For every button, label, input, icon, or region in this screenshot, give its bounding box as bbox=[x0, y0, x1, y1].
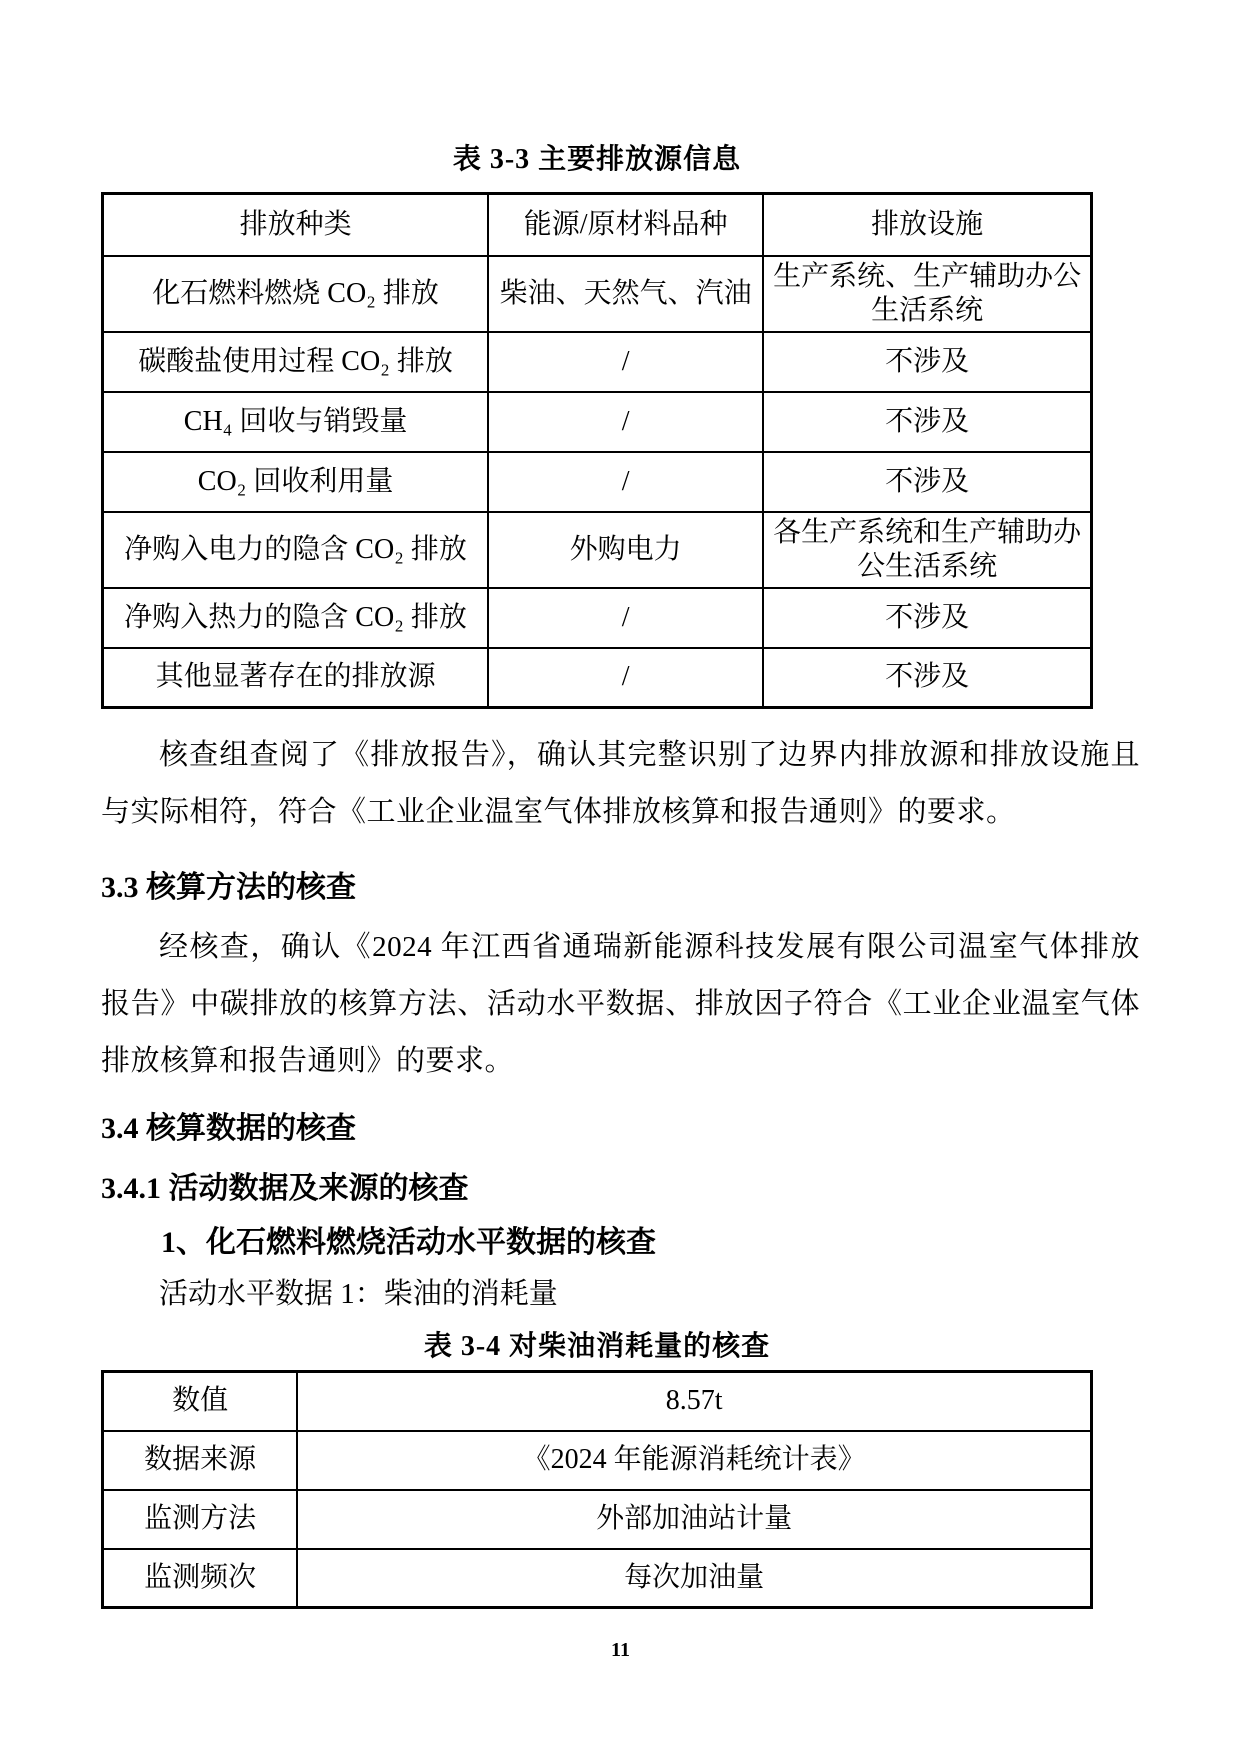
table-cell: CH₄ 回收与销毁量 bbox=[103, 392, 489, 452]
table-3-4-title: 表 3-4 对柴油消耗量的核查 bbox=[423, 1331, 771, 1362]
table-cell: 生产系统、生产辅助办公生活系统 bbox=[763, 256, 1091, 332]
table-cell: 不涉及 bbox=[763, 648, 1091, 708]
table-cell: / bbox=[488, 588, 763, 648]
table-cell: 不涉及 bbox=[763, 588, 1091, 648]
paragraph-method-verification: 经核查，确认《2024 年江西省通瑞新能源科技发展有限公司温室气体排放报告》中碳排放的核算方法、活动水平数据、排放因子符合《工业企业温室气体排放核算和报告通则》的要求。 bbox=[101, 931, 1140, 1077]
table-row bbox=[103, 452, 1092, 512]
row-label: 监测频次 bbox=[103, 1549, 298, 1608]
table-row bbox=[103, 1431, 1092, 1490]
table-cell: 碳酸盐使用过程 CO₂ 排放 bbox=[103, 332, 489, 392]
header-cell-energy-material: 能源/原材料品种 bbox=[488, 194, 763, 256]
row-value: 8.57t bbox=[297, 1372, 1091, 1431]
diesel-consumption-table bbox=[101, 1370, 1093, 1609]
row-value: 每次加油量 bbox=[297, 1549, 1091, 1608]
table-row bbox=[103, 256, 1092, 332]
table-cell: 不涉及 bbox=[763, 332, 1091, 392]
row-label: 数据来源 bbox=[103, 1431, 298, 1490]
subsection-heading-fossil-fuel: 1、化石燃料燃烧活动水平数据的核查 bbox=[161, 1226, 656, 1259]
header-cell-emission-facility: 排放设施 bbox=[763, 194, 1091, 256]
table-row bbox=[103, 1372, 1092, 1431]
table-cell: 化石燃料燃烧 CO₂ 排放 bbox=[103, 256, 489, 332]
paragraph-verification-sources: 核查组查阅了《排放报告》，确认其完整识别了边界内排放源和排放设施且与实际相符，符合《工业企业温室气体排放核算和报告通则》的要求。 bbox=[101, 739, 1140, 828]
table-cell: / bbox=[488, 648, 763, 708]
table-row bbox=[103, 512, 1092, 588]
table-cell: 净购入热力的隐含 CO₂ 排放 bbox=[103, 588, 489, 648]
row-label: 监测方法 bbox=[103, 1490, 298, 1549]
table-cell: 外购电力 bbox=[488, 512, 763, 588]
table-row bbox=[103, 1490, 1092, 1549]
activity-data-line: 活动水平数据 1：柴油的消耗量 bbox=[159, 1278, 558, 1310]
table-cell: 柴油、天然气、汽油 bbox=[488, 256, 763, 332]
section-heading-3-4: 3.4 核算数据的核查 bbox=[101, 1112, 356, 1145]
table-cell: 其他显著存在的排放源 bbox=[103, 648, 489, 708]
table-cell: 净购入电力的隐含 CO₂ 排放 bbox=[103, 512, 489, 588]
table-row bbox=[103, 392, 1092, 452]
table-cell: 不涉及 bbox=[763, 392, 1091, 452]
row-value: 《2024 年能源消耗统计表》 bbox=[297, 1431, 1091, 1490]
section-heading-3-4-1: 3.4.1 活动数据及来源的核查 bbox=[101, 1172, 469, 1205]
table-cell: 不涉及 bbox=[763, 452, 1091, 512]
table-cell: CO₂ 回收利用量 bbox=[103, 452, 489, 512]
header-cell-emission-type: 排放种类 bbox=[103, 194, 489, 256]
table-3-3-title: 表 3-3 主要排放源信息 bbox=[452, 144, 742, 175]
table-row bbox=[103, 332, 1092, 392]
table-cell: / bbox=[488, 452, 763, 512]
table-cell: / bbox=[488, 392, 763, 452]
table-cell: / bbox=[488, 332, 763, 392]
table-row bbox=[103, 1549, 1092, 1608]
table-cell: 各生产系统和生产辅助办公生活系统 bbox=[763, 512, 1091, 588]
table-header-row bbox=[103, 194, 1092, 256]
page-number: 11 bbox=[611, 1639, 630, 1661]
table-row bbox=[103, 648, 1092, 708]
emission-source-table bbox=[101, 192, 1093, 709]
section-heading-3-3: 3.3 核算方法的核查 bbox=[101, 871, 356, 904]
row-value: 外部加油站计量 bbox=[297, 1490, 1091, 1549]
table-row bbox=[103, 588, 1092, 648]
row-label: 数值 bbox=[103, 1372, 298, 1431]
